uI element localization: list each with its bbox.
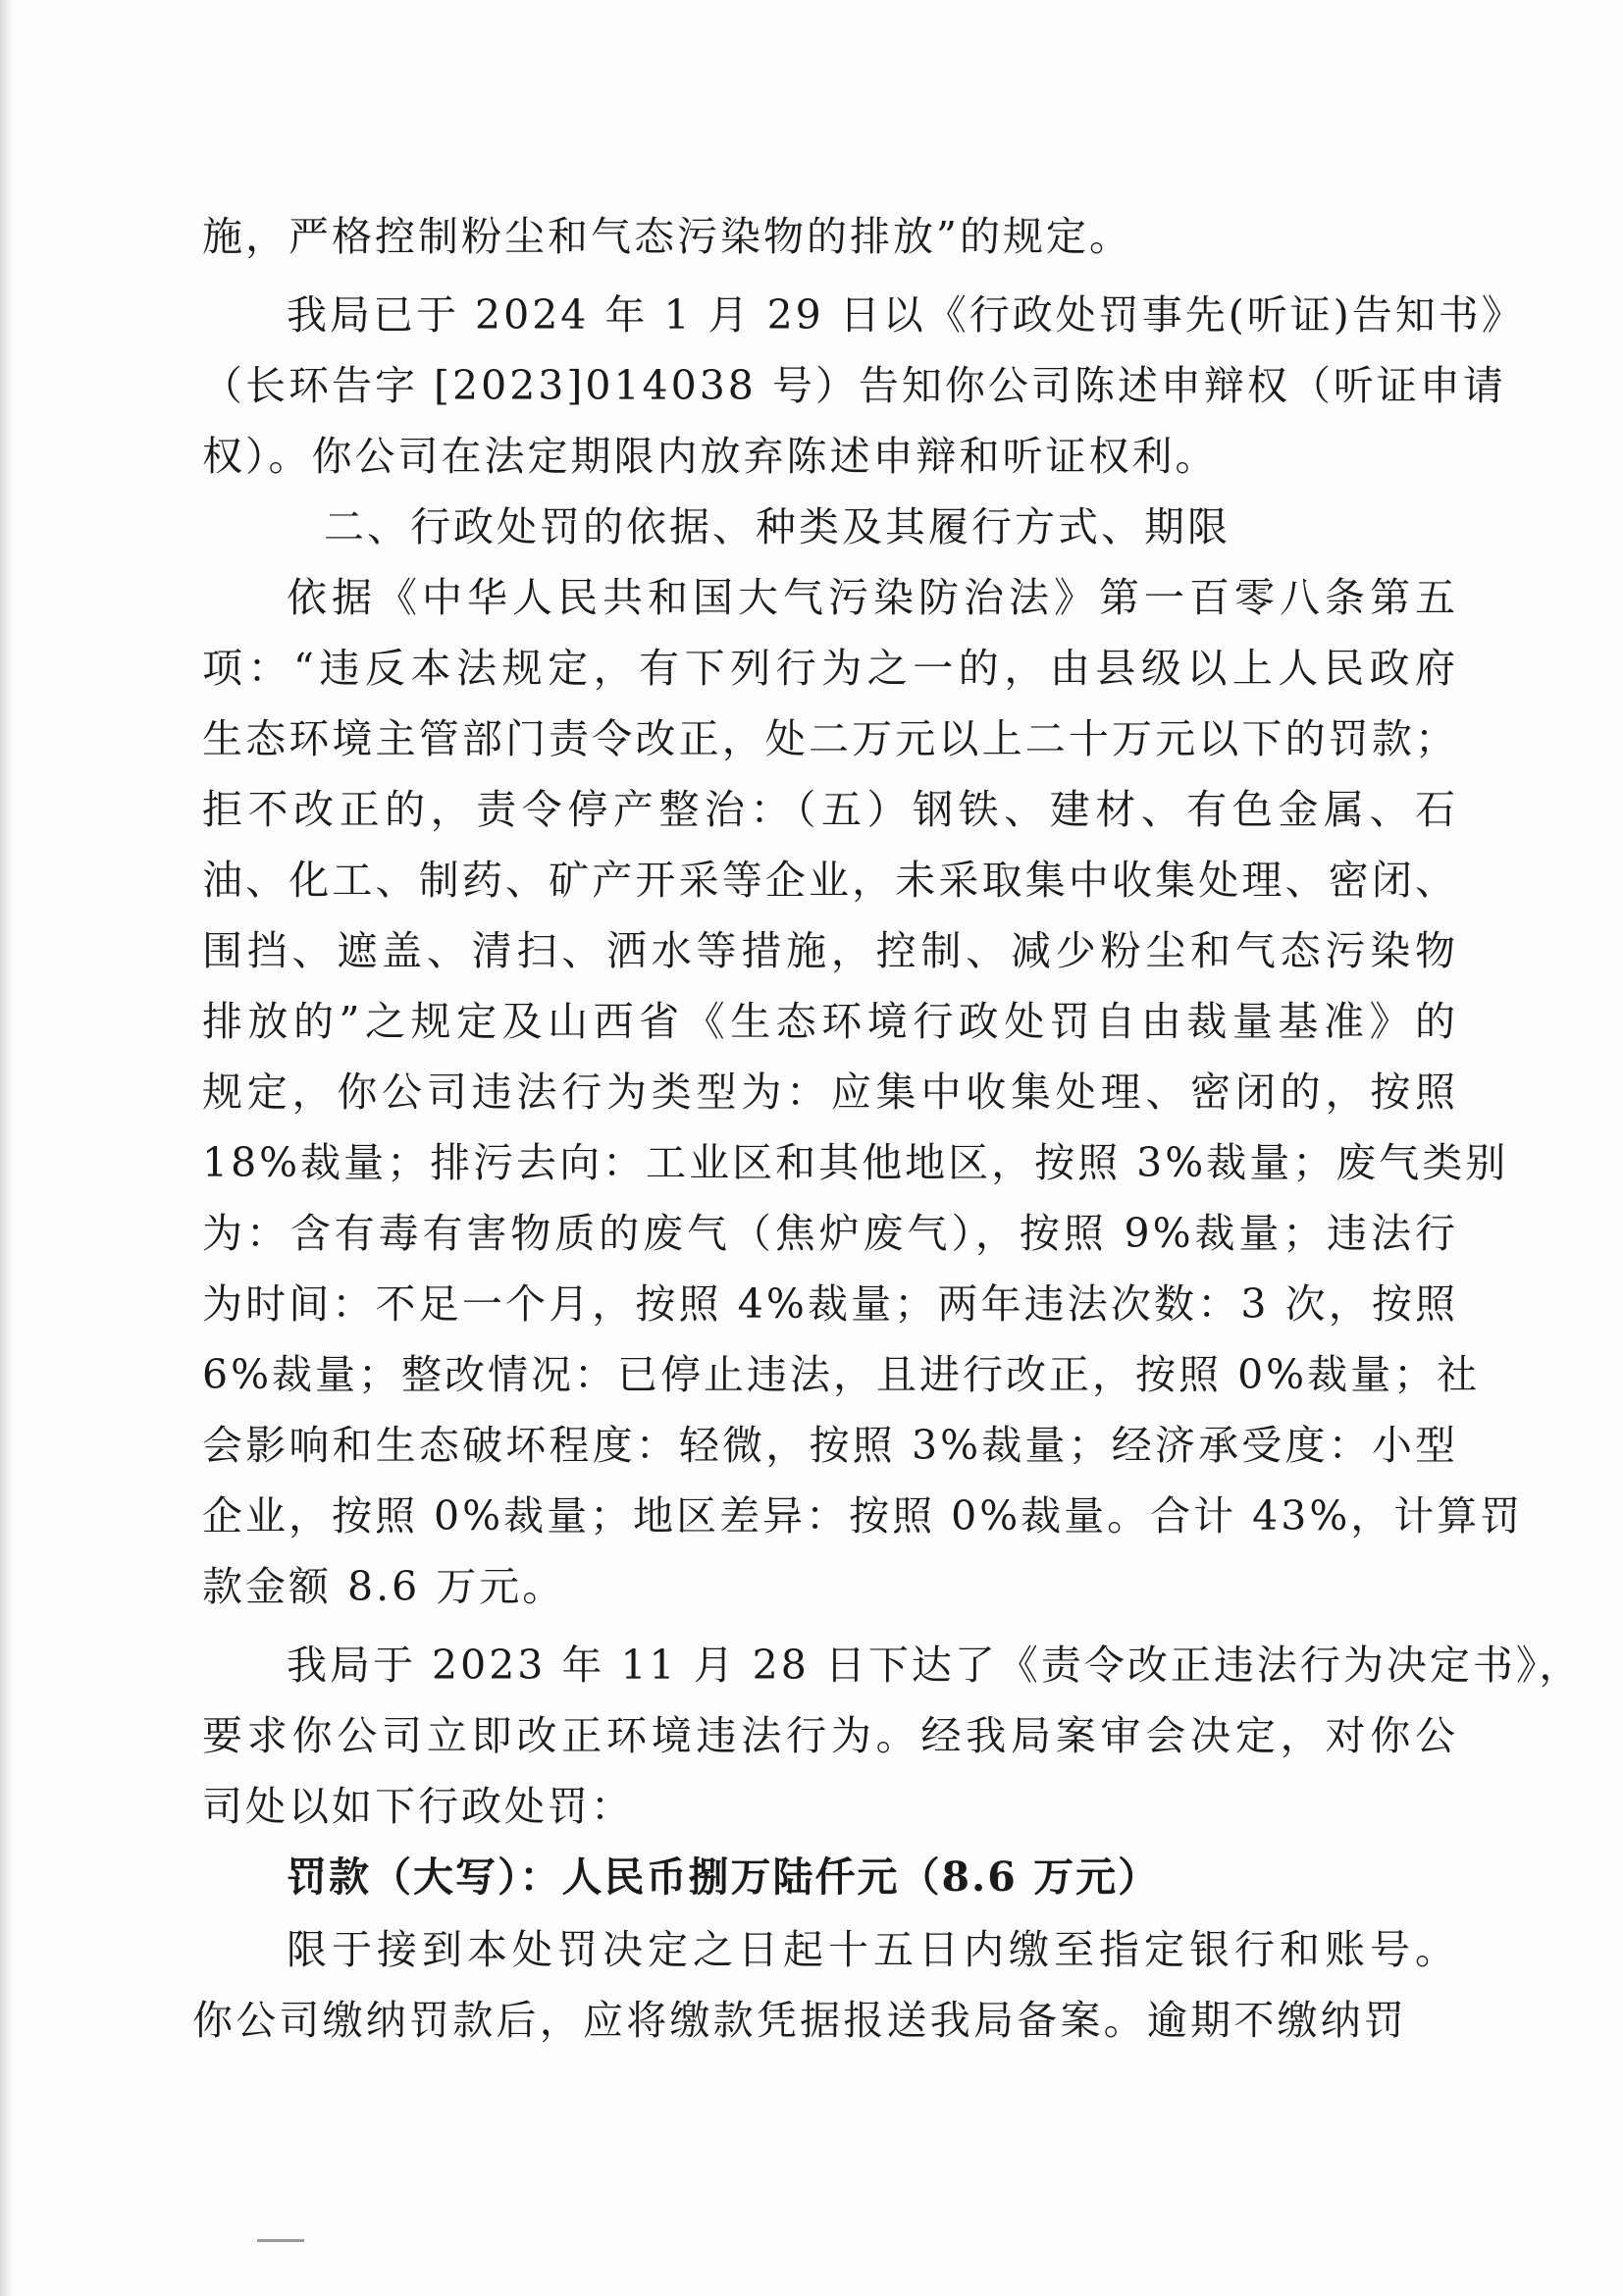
paragraph-line: 依据《中华人民共和国大气污染防治法》第一百零八条第五 bbox=[287, 574, 1458, 621]
scan-artifact-dash bbox=[257, 2239, 304, 2242]
paragraph-line: （长环告字 [2023]014038 号）告知你公司陈述申辩权（听证申请 bbox=[202, 362, 1506, 409]
paragraph-line: 拒不改正的，责令停产整治：（五）钢铁、建材、有色金属、石 bbox=[202, 786, 1458, 833]
paragraph-line: 你公司缴纳罚款后，应将缴款凭据报送我局备案。逾期不缴纳罚 bbox=[192, 1997, 1407, 2044]
paragraph-line: 项：“违反本法规定，有下列行为之一的，由县级以上人民政府 bbox=[202, 645, 1458, 692]
paragraph-line: 我局已于 2024 年 1 月 29 日以《行政处罚事先(听证)告知书》 bbox=[287, 291, 1525, 339]
scan-edge-shadow bbox=[0, 0, 14, 2296]
paragraph-line: 司处以如下行政处罚： bbox=[202, 1783, 634, 1830]
paragraph-line: 限于接到本处罚决定之日起十五日内缴至指定银行和账号。 bbox=[287, 1926, 1458, 1973]
paragraph-line: 权）。你公司在法定期限内放弃陈述申辩和听证权利。 bbox=[202, 433, 1219, 480]
paragraph-line: 排放的”之规定及山西省《生态环境行政处罚自由裁量基准》的 bbox=[202, 998, 1458, 1045]
section-heading: 二、行政处罚的依据、种类及其履行方式、期限 bbox=[324, 503, 1230, 550]
paragraph-line: 生态环境主管部门责令改正，处二万元以上二十万元以下的罚款； bbox=[202, 715, 1458, 762]
paragraph-line: 施，严格控制粉尘和气态污染物的排放”的规定。 bbox=[202, 213, 1132, 260]
paragraph-line: 我局于 2023 年 11 月 28 日下达了《责令改正违法行为决定书》， bbox=[287, 1642, 1583, 1689]
paragraph-line: 6%裁量；整改情况：已停止违法，且进行改正，按照 0%裁量；社 bbox=[202, 1351, 1481, 1398]
paragraph-line: 要求你公司立即改正环境违法行为。经我局案审会决定，对你公 bbox=[202, 1712, 1458, 1759]
paragraph-line: 为：含有毒有害物质的废气（焦炉废气），按照 9%裁量；违法行 bbox=[202, 1210, 1458, 1257]
paragraph-line: 油、化工、制药、矿产开采等企业，未采取集中收集处理、密闭、 bbox=[202, 857, 1458, 904]
fine-amount-line: 罚款（大写）：人民币捌万陆仟元（8.6 万元） bbox=[287, 1853, 1161, 1901]
paragraph-line: 款金额 8.6 万元。 bbox=[202, 1563, 566, 1610]
paragraph-line: 会影响和生态破坏程度：轻微，按照 3%裁量；经济承受度：小型 bbox=[202, 1422, 1458, 1469]
paragraph-line: 围挡、遮盖、清扫、洒水等措施，控制、减少粉尘和气态污染物 bbox=[202, 927, 1458, 974]
paragraph-line: 18%裁量；排污去向：工业区和其他地区，按照 3%裁量；废气类别 bbox=[202, 1139, 1509, 1186]
paragraph-line: 规定，你公司违法行为类型为：应集中收集处理、密闭的，按照 bbox=[202, 1069, 1458, 1116]
paragraph-line: 为时间：不足一个月，按照 4%裁量；两年违法次数：3 次，按照 bbox=[202, 1280, 1458, 1328]
paragraph-line: 企业，按照 0%裁量；地区差异：按照 0%裁量。合计 43%，计算罚 bbox=[202, 1492, 1524, 1539]
